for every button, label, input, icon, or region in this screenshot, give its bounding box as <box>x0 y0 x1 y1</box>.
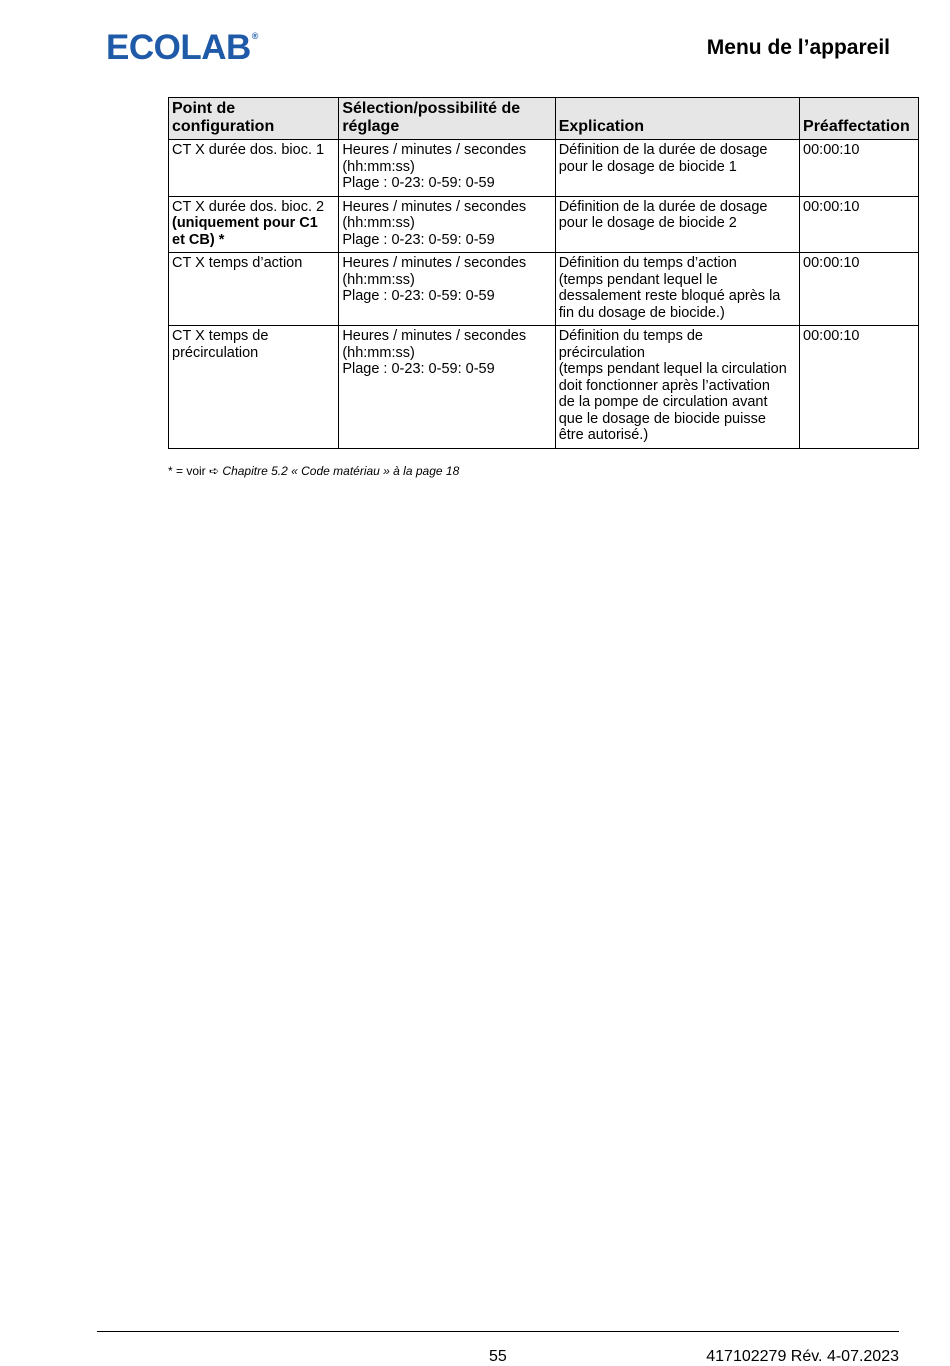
cell-text: Définition de la durée de dosage <box>558 198 768 215</box>
cell-text: (hh:mm:ss) <box>342 344 415 361</box>
cell-text: Heures / minutes / secondes <box>342 142 527 158</box>
cell-text: CT X durée dos. bioc. 1 <box>172 142 325 158</box>
cell-explication <box>555 326 799 449</box>
chapter-reference-link[interactable]: Chapitre 5.2 « Code matériau » à la page 18 <box>219 464 460 478</box>
cross-reference-arrow-icon: ➪ <box>209 464 220 478</box>
cell-text: CT X temps d’action <box>172 255 303 271</box>
footer-divider <box>97 1331 899 1332</box>
cell-preaffectation <box>800 140 919 197</box>
header-explication <box>555 98 799 140</box>
header-text: réglage <box>342 118 400 135</box>
cell-text: dessalement reste bloqué après la <box>558 288 781 304</box>
footnote-prefix: * = voir <box>168 464 210 478</box>
cell-preaffectation <box>800 196 919 253</box>
page-number: 55 <box>489 1348 507 1365</box>
footnote <box>168 464 459 478</box>
cell-text: Définition de la durée de dosage <box>558 142 768 158</box>
cell-preaffectation <box>800 253 919 326</box>
cell-text: CT X durée dos. bioc. 2 <box>172 198 325 215</box>
logo-text: ECOLAB <box>106 28 251 67</box>
cell-text: pour le dosage de biocide 2 <box>558 215 737 231</box>
registered-mark: ® <box>251 31 258 41</box>
cell-text: (hh:mm:ss) <box>342 158 415 175</box>
cell-text: 00:00:10 <box>803 198 860 215</box>
cell-selection <box>339 196 555 253</box>
cell-point <box>169 140 339 197</box>
cell-preaffectation <box>800 326 919 449</box>
cell-text: doit fonctionner après l’activation <box>558 377 770 394</box>
cell-explication <box>555 253 799 326</box>
header-text: configuration <box>172 118 275 135</box>
cell-point <box>169 253 339 326</box>
cell-text: 00:00:10 <box>803 328 860 344</box>
cell-text: que le dosage de biocide puisse <box>558 410 766 427</box>
cell-explication <box>555 196 799 253</box>
cell-text: Plage : 0-23: 0-59: 0-59 <box>342 288 495 304</box>
cell-text: (temps pendant lequel la circulation <box>558 361 787 377</box>
header-text: Préaffectation <box>803 118 910 135</box>
cell-note: (uniquement pour C1 <box>172 215 318 231</box>
cell-text: Définition du temps de <box>558 328 703 344</box>
cell-text: précirculation <box>558 344 645 361</box>
cell-selection <box>339 253 555 326</box>
table-row <box>169 196 919 253</box>
cell-text: (hh:mm:ss) <box>342 215 415 231</box>
cell-text: Plage : 0-23: 0-59: 0-59 <box>342 231 495 248</box>
cell-point <box>169 196 339 253</box>
header-selection <box>339 98 555 140</box>
header-text: Explication <box>558 118 645 135</box>
cell-text: Définition du temps d’action <box>558 255 737 271</box>
table-row <box>169 140 919 197</box>
cell-text: (hh:mm:ss) <box>342 271 415 288</box>
cell-text: Plage : 0-23: 0-59: 0-59 <box>342 175 495 191</box>
table-row <box>169 253 919 326</box>
cell-explication <box>555 140 799 197</box>
header-preaffectation <box>800 98 919 140</box>
ecolab-logo <box>106 30 258 65</box>
cell-text: 00:00:10 <box>803 255 860 271</box>
cell-selection <box>339 140 555 197</box>
cell-text: précirculation <box>172 344 259 361</box>
cell-text: Heures / minutes / secondes <box>342 328 527 344</box>
cell-text: Heures / minutes / secondes <box>342 198 527 215</box>
cell-text: Heures / minutes / secondes <box>342 255 527 271</box>
header-point-de-configuration <box>169 98 339 140</box>
table-header-row <box>169 98 919 140</box>
cell-note: et CB) * <box>172 231 225 248</box>
cell-point <box>169 326 339 449</box>
cell-text: 00:00:10 <box>803 142 860 158</box>
cell-text: de la pompe de circulation avant <box>558 394 768 410</box>
cell-text: être autorisé.) <box>558 427 649 443</box>
header-text: Point de <box>172 100 236 117</box>
configuration-table <box>168 97 919 449</box>
cell-selection <box>339 326 555 449</box>
cell-text: fin du dosage de biocide.) <box>558 304 725 321</box>
cell-text: (temps pendant lequel le <box>558 271 718 288</box>
cell-text: CT X temps de <box>172 328 269 344</box>
document-reference: 417102279 Rév. 4-07.2023 <box>706 1348 899 1365</box>
header-text: Sélection/possibilité de <box>342 100 521 117</box>
table-row <box>169 326 919 449</box>
cell-text: Plage : 0-23: 0-59: 0-59 <box>342 361 495 377</box>
cell-text: pour le dosage de biocide 1 <box>558 158 737 175</box>
page-title: Menu de l’appareil <box>706 36 890 59</box>
